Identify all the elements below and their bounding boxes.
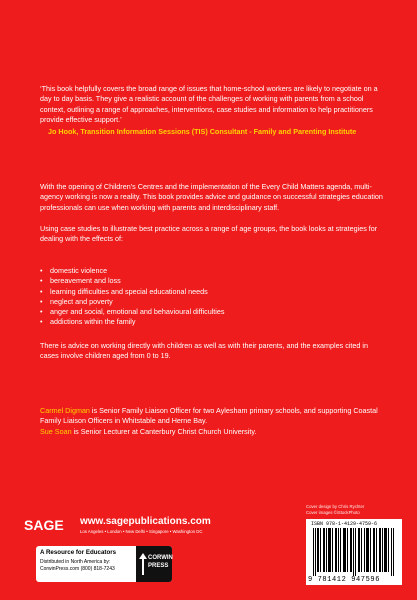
barcode-number: 9 781412 947596 [308,576,381,584]
list-item: • learning difficulties and special educational needs [40,287,380,297]
endorsement-attribution: Jo Hook, Transition Information Sessions (TIS) Consultant - Family and Parenting Institute [48,127,357,136]
corwin-logo-icon [138,552,148,576]
publisher-cities: Los Angeles • London • New Delhi • Singapore • Washington DC [80,529,203,534]
description-paragraph-1: With the opening of Children’s Centres and the implementation of the Every Child Matters agenda, multi-agency working is now a reality. This book provides advice and guidance on successful strategies education professionals can use when working with parents and interdisciplinary staff. [40,182,383,212]
description-paragraph-2: Using case studies to illustrate best practice across a range of age groups, the book looks at strategies for dealing with the effects of: [40,224,378,244]
cover-credits [306,504,406,516]
publisher-url: www.sagepublications.com [80,516,211,527]
resource-box [36,546,172,582]
endorsement-quote: ‘This book helpfully covers the broad range of issues that home-school workers are likely to negotiate on a day to day basis. They give a realistic account of the challenges of working with parents from a school context, outlining a range of approaches, interventions, case studies and information to help practitioners provide effective support.’ [40,84,378,125]
sage-logo [24,518,70,532]
corwin-logo-panel [136,546,172,582]
corwin-contact-line: CorwinPress.com (800) 818-7243 [40,566,115,572]
isbn-barcode-box [306,519,402,585]
cover-design-credit: Cover design by Chris Rychter [306,504,365,509]
list-item: • domestic violence [40,266,380,276]
author-name: Sue Soan [40,426,72,436]
list-item: • anger and social, emotional and behavioural difficulties [40,307,380,317]
topics-list [40,266,380,328]
list-item: • addictions within the family [40,317,380,327]
isbn-label: ISBN 978-1-4129-4759-6 [311,521,378,527]
author-bio-2 [40,427,385,437]
description-paragraph-3: There is advice on working directly with children as well as with their parents, and the examples cited in cases involve children aged from 0 to 19. [40,341,368,361]
list-item: • neglect and poverty [40,297,380,307]
distribution-line: Distributed in North America by: [40,559,111,565]
corwin-wordmark-line-1: CORWIN [148,555,173,561]
barcode [311,528,397,576]
author-description: is Senior Family Liaison Officer for two Aylesham primary schools, and supporting Coastal Family Liaison Officers in Whitstable and Herne Bay. [40,406,378,426]
svg-text:SAGE: SAGE [24,518,64,532]
list-item: • bereavement and loss [40,276,380,286]
author-bios [40,406,385,437]
cover-images-credit: Cover images ©iStockPhoto [306,510,360,515]
corwin-wordmark [148,554,173,570]
resource-title: A Resource for Educators [40,549,117,556]
author-description: is Senior Lecturer at Canterbury Christ Church University. [71,426,257,436]
author-bio-1 [40,406,385,427]
author-name: Carmel Digman [40,406,90,415]
corwin-wordmark-line-2: PRESS [148,563,169,569]
